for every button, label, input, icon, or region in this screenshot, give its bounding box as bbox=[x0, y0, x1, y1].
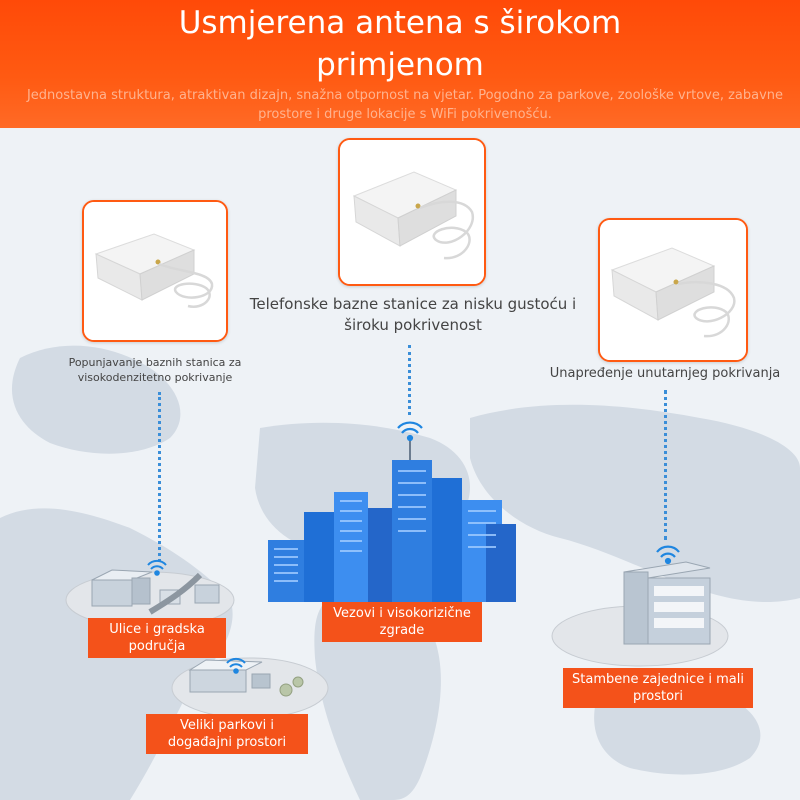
page-subtitle: Jednostavna struktura, atraktivan dizajn, snažna otpornost na vjetar. Pogodno za parkove, zoološke vrtove, zabavne prostore i druge lokacije s WiFi pokrivenošću. bbox=[26, 88, 784, 122]
coverage-illustration bbox=[0, 400, 800, 800]
residential-building bbox=[624, 562, 710, 644]
antenna-photo-right bbox=[598, 218, 748, 362]
label-parks: Veliki parkovi i događajni prostori bbox=[146, 714, 308, 754]
caption-wide-coverage: Telefonske bazne stanice za nisku gustoću i široku pokrivenost bbox=[249, 295, 577, 334]
antenna-image bbox=[600, 220, 746, 360]
antenna-photo-middle bbox=[338, 138, 486, 286]
wifi-icon-residential bbox=[657, 547, 679, 563]
page-title bbox=[0, 2, 800, 86]
antenna-photo-left bbox=[82, 200, 228, 342]
antenna-image bbox=[340, 140, 484, 284]
label-streets: Ulice i gradska područja bbox=[88, 618, 226, 658]
title-line-1: Usmjerena antena s širokom bbox=[178, 5, 622, 41]
antenna-image bbox=[84, 202, 226, 340]
title-line-2: primjenom bbox=[316, 47, 484, 83]
label-towers: Vezovi i visokorizične zgrade bbox=[322, 602, 482, 642]
label-residential: Stambene zajednice i mali prostori bbox=[563, 668, 753, 708]
city-skyscrapers bbox=[268, 438, 516, 602]
caption-high-density: Popunjavanje baznih stanica za visokodenzitetno pokrivanje bbox=[68, 356, 242, 384]
header-banner bbox=[0, 0, 800, 128]
wifi-icon-city bbox=[398, 423, 422, 440]
caption-indoor-coverage: Unapređenje unutarnjeg pokrivanja bbox=[549, 366, 781, 381]
